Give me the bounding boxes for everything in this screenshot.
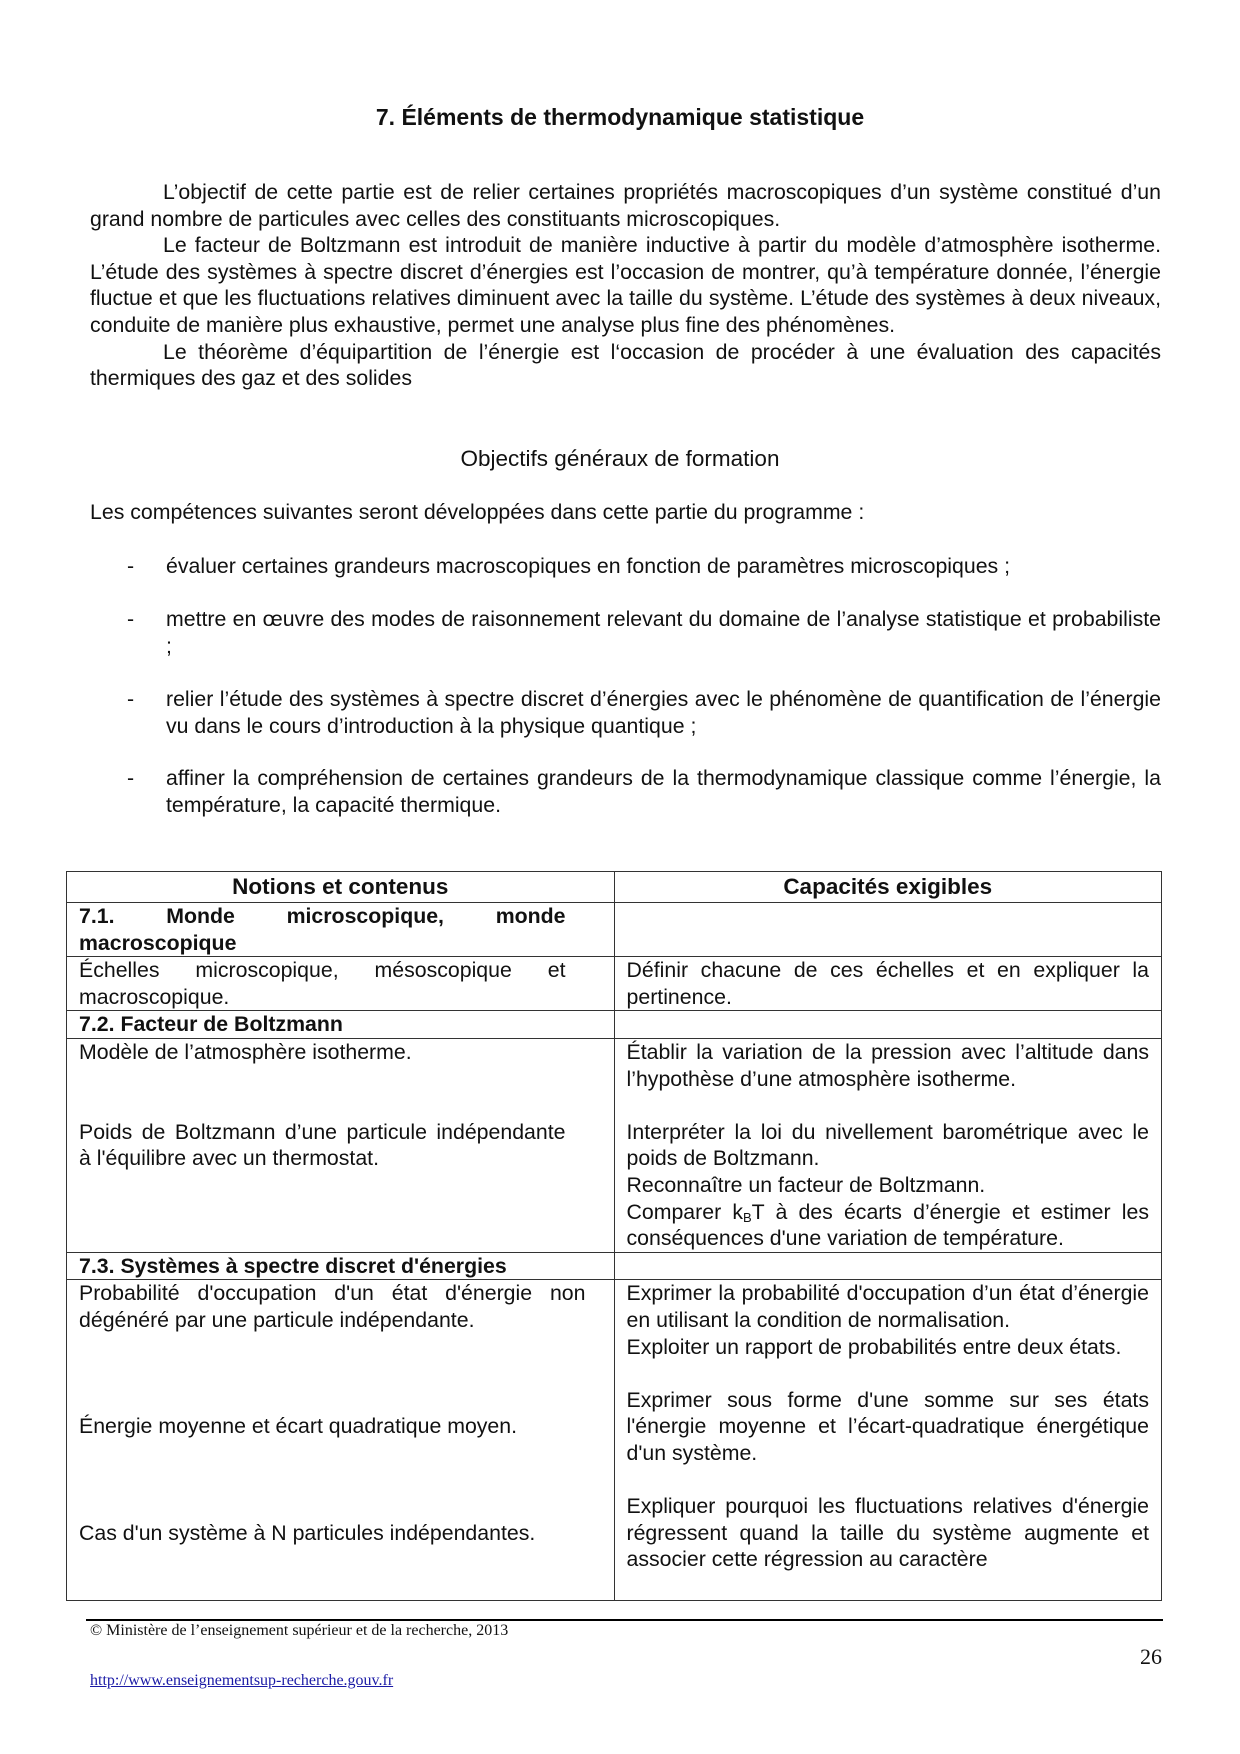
page-number: 26	[1140, 1644, 1162, 1669]
bullet-item	[90, 606, 1161, 659]
footer-divider	[86, 1619, 1163, 1621]
notion-energie-moyenne: Énergie moyenne et écart quadratique moyen.	[79, 1414, 518, 1439]
capacite-fluctuations: Expliquer pourquoi les fluctuations relatives d'énergie régressent quand la taille du système augmente et associer cette régression au caractère	[626, 1494, 1149, 1572]
kbt-subscript: B	[743, 1209, 752, 1225]
kbt-text: Comparer k	[626, 1199, 743, 1224]
objectives-heading: Objectifs généraux de formation	[460, 446, 780, 471]
intro-paragraph: Le théorème d’équipartition de l’énergie est l‘occasion de procéder à une évaluation des capacités thermiques des gaz et des solides	[90, 339, 1161, 391]
bullet-text: mettre en œuvre des modes de raisonnement relevant du domaine de l’analyse statistique et probabiliste ;	[166, 607, 1161, 658]
bullet-dash: -	[127, 607, 135, 631]
footer-copyright: © Ministère de l’enseignement supérieur et de la recherche, 2013	[90, 1622, 509, 1639]
bullet-item	[90, 686, 1161, 739]
notion-n-particules: Cas d'un système à N particules indépendantes.	[79, 1520, 536, 1545]
notion-poids-boltzmann: Poids de Boltzmann d’une particule indépendante à l'équilibre avec un thermostat.	[79, 1119, 566, 1171]
intro-paragraph: Le facteur de Boltzmann est introduit de manière inductive à partir du modèle d’atmosphère isotherme. L’étude des systèmes à spectre discret d’énergies est l’occasion de montrer, qu’à température donnée, l’énergie fluctue et que les fluctuations relatives diminuent avec la taille du système. L’étude des systèmes à deux niveaux, conduite de manière plus exhaustive, permet une analyse plus fine des phénomènes.	[90, 233, 1161, 337]
program-table	[66, 871, 1162, 1601]
competences-lead: Les compétences suivantes seront développées dans cette partie du programme :	[90, 500, 865, 524]
bullet-dash: -	[127, 766, 135, 790]
notion-probabilite: Probabilité d'occupation d'un état d'énergie non dégénéré par une particule indépendante.	[79, 1281, 586, 1332]
notion-echelles: Échelles microscopique, mésoscopique et macroscopique.	[67, 957, 615, 1011]
header-notions: Notions et contenus	[67, 872, 615, 903]
section-7-3: 7.3. Systèmes à spectre discret d'énergies	[67, 1252, 615, 1280]
capacite-echelles: Définir chacune de ces échelles et en expliquer la pertinence.	[614, 957, 1162, 1011]
section-title: 7. Éléments de thermodynamique statistique	[375, 104, 865, 130]
bullet-item	[90, 765, 1161, 818]
footer-url-link[interactable]: http://www.enseignementsup-recherche.gouv.fr	[90, 1672, 394, 1689]
header-capacites: Capacités exigibles	[614, 872, 1162, 903]
capacite-rapport: Exploiter un rapport de probabilités entre deux états.	[626, 1334, 1122, 1359]
bullet-dash: -	[127, 554, 135, 578]
capacite-nivellement: Interpréter la loi du nivellement barométrique avec le poids de Boltzmann.	[626, 1119, 1149, 1171]
bullet-text: relier l’étude des systèmes à spectre discret d’énergies avec le phénomène de quantification de l’énergie vu dans le cours d’introduction à la physique quantique ;	[166, 687, 1161, 738]
intro-text	[90, 179, 1161, 392]
capacite-facteur: Reconnaître un facteur de Boltzmann.	[626, 1172, 986, 1197]
capacite-atmosphere: Établir la variation de la pression avec l’altitude dans l’hypothèse d’une atmosphère isotherme.	[626, 1039, 1149, 1091]
capacite-kbt	[627, 1199, 1150, 1252]
bullet-item	[90, 553, 1161, 580]
capacite-energie-moyenne: Exprimer sous forme d'une somme sur ses états l'énergie moyenne et l’écart-quadratique énergétique d'un système.	[626, 1387, 1149, 1465]
section-7-1: 7.1. Monde microscopique, monde macroscopique	[79, 904, 566, 955]
intro-paragraph: L’objectif de cette partie est de relier certaines propriétés macroscopiques d’un système constitué d’un grand nombre de particules avec celles des constituants microscopiques.	[90, 180, 1161, 231]
notion-atmosphere: Modèle de l’atmosphère isotherme.	[79, 1039, 412, 1064]
bullet-dash: -	[127, 687, 135, 711]
section-7-2: 7.2. Facteur de Boltzmann	[67, 1011, 615, 1039]
bullet-text: affiner la compréhension de certaines grandeurs de la thermodynamique classique comme l’énergie, la température, la capacité thermique.	[166, 766, 1161, 817]
capacite-probabilite: Exprimer la probabilité d'occupation d’un état d’énergie en utilisant la condition de normalisation.	[626, 1281, 1149, 1332]
kbt-text-rest: T à des écarts d’énergie et estimer les conséquences d'une variation de température.	[626, 1199, 1149, 1251]
bullet-text: évaluer certaines grandeurs macroscopiques en fonction de paramètres microscopiques ;	[166, 554, 1011, 578]
